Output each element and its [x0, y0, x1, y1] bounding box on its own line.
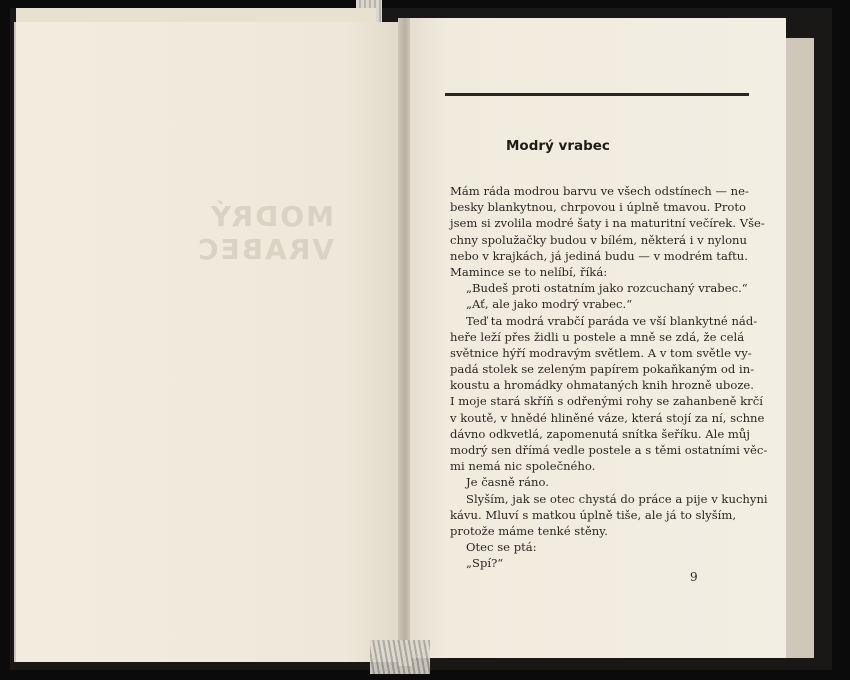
- text-line: „Budeš proti ostatním jako rozcuchaný vrabec.“: [466, 281, 748, 296]
- page-top-strip: [16, 8, 376, 22]
- text-line: protože máme tenké stěny.: [450, 523, 608, 538]
- chapter-title: Modrý vrabec: [506, 138, 610, 154]
- text-line: Teď ta modrá vrabčí paráda ve vší blankytné nád-: [466, 313, 758, 328]
- text-line: mi nemá nic společného.: [450, 459, 596, 474]
- text-line: jsem si zvolila modré šaty i na maturitní večírek. Vše-: [450, 216, 765, 231]
- text-line: I moje stará skříň s odřenými rohy se zahanbeně krčí: [450, 394, 763, 409]
- bookmark-ribbon-bottom: [370, 640, 430, 674]
- text-line: „Spí?“: [466, 556, 504, 571]
- text-line: kávu. Mluví s matkou úplně tiše, ale já to slyším,: [450, 507, 737, 522]
- chapter-rule: [445, 93, 749, 96]
- text-line: heře leží přes židli u postele a mně se zdá, že celá: [450, 329, 745, 344]
- text-line: besky blankytnou, chrpovou i úplně tmavou. Proto: [450, 200, 747, 215]
- right-page: [410, 18, 786, 658]
- page-number: 9: [690, 570, 698, 584]
- page-edge: [786, 38, 814, 658]
- text-line: nebo v krajkách, já jediná budu — v modrém taftu.: [450, 248, 748, 263]
- text-line: dávno odkvetlá, zapomenutá snítka šeříku. Ale můj: [450, 426, 750, 441]
- text-line: Mamince se to nelíbí, říká:: [450, 264, 608, 279]
- text-line: Je časně ráno.: [466, 475, 549, 490]
- text-line: Slyším, jak se otec chystá do práce a pije v kuchyni: [466, 491, 768, 506]
- text-line: padá stolek se zeleným papírem pokaňkaným od in-: [450, 362, 755, 377]
- text-line: Mám ráda modrou barvu ve všech odstínech — ne-: [450, 184, 749, 198]
- show-through-title: MODRÝ VRABEC: [196, 200, 334, 266]
- text-line: světnice hýří modravým světlem. A v tom světle vy-: [450, 345, 752, 360]
- text-line: chny spolužačky budou v bílém, některá i v nylonu: [450, 232, 747, 247]
- text-line: Otec se ptá:: [466, 540, 537, 555]
- left-page: [14, 22, 402, 662]
- text-line: v koutě, v hnědé hliněné váze, která stojí za ní, schne: [450, 410, 765, 425]
- text-line: „Ať, ale jako modrý vrabec.“: [466, 297, 633, 312]
- text-line: modrý sen dřímá vedle postele a s těmi ostatními věc-: [450, 443, 768, 457]
- text-line: koustu a hromádky ohmataných knih hrozně uboze.: [450, 378, 754, 393]
- body-text: [450, 183, 768, 572]
